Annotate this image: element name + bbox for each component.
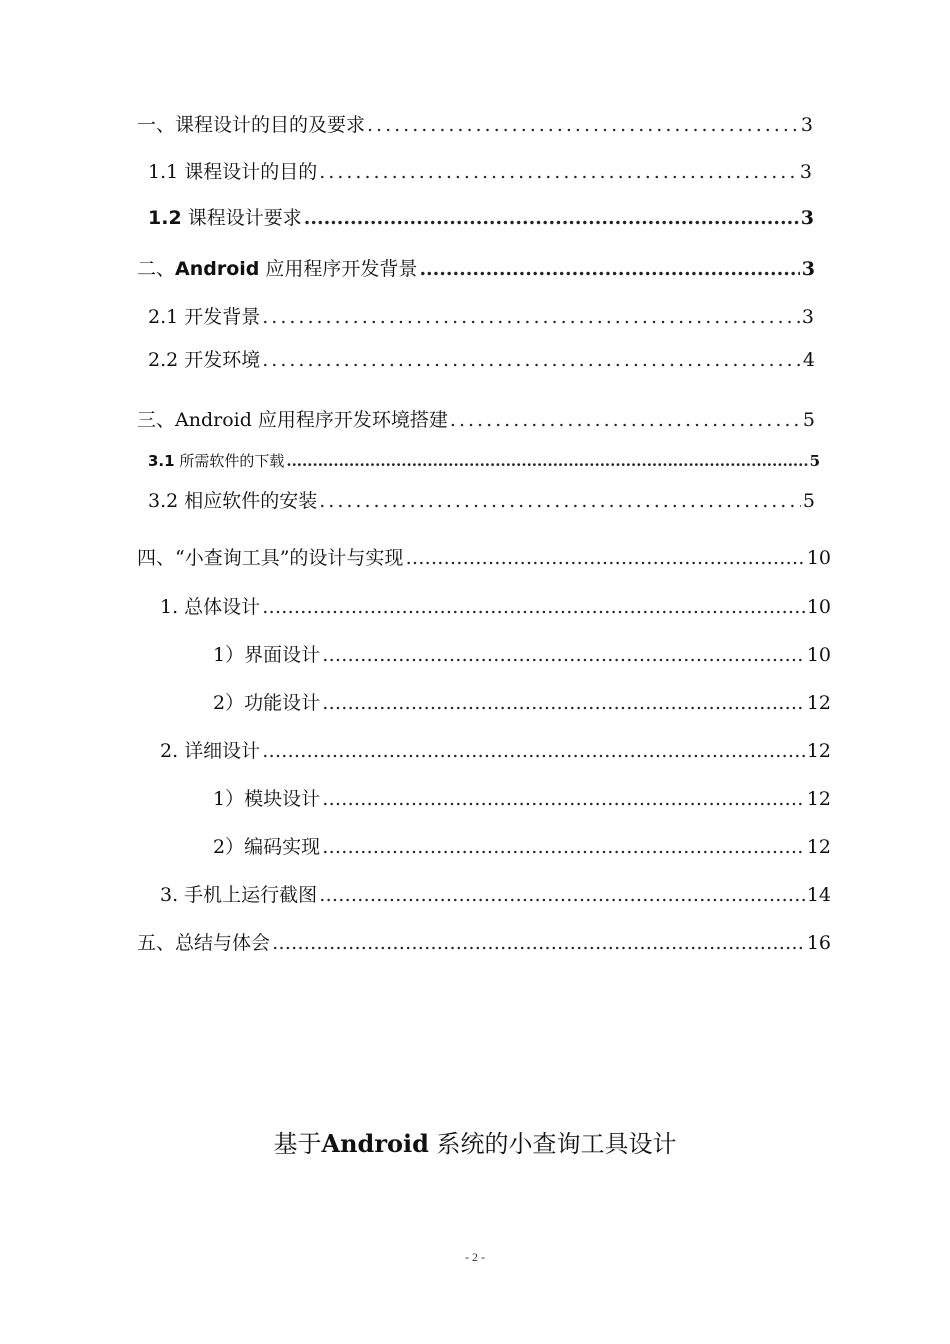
- toc-leader: [322, 832, 805, 862]
- toc-page-number: 10: [806, 547, 831, 569]
- title-prefix: 基于: [273, 1130, 322, 1158]
- toc-page-number: 12: [806, 692, 831, 714]
- toc-page-number: 12: [806, 836, 831, 858]
- toc-page-number: 3: [800, 207, 814, 229]
- toc-page-number: 16: [806, 932, 831, 954]
- toc-page-number: 12: [806, 740, 831, 762]
- toc-page-number: 4: [802, 349, 815, 371]
- toc-page-number: 3: [800, 114, 813, 136]
- toc-leader: [262, 736, 805, 766]
- toc-entry-4-2-1[interactable]: [213, 784, 831, 814]
- toc-entry-4-2[interactable]: [160, 736, 831, 766]
- toc-page-number: 5: [809, 452, 820, 470]
- toc-entry-3[interactable]: [137, 405, 815, 435]
- toc-entry-2[interactable]: [137, 254, 815, 284]
- toc-leader: [262, 592, 805, 622]
- toc-leader: [367, 110, 799, 140]
- toc-entry-label: 五、总结与体会: [137, 932, 271, 954]
- toc-page-number: 3: [801, 258, 815, 280]
- toc-leader: [450, 405, 801, 435]
- toc-entry-label: 2）编码实现: [213, 836, 321, 858]
- toc-leader: [322, 640, 805, 670]
- toc-leader: [322, 688, 805, 718]
- toc-page-number: 3: [799, 161, 812, 183]
- toc-entry-1-1[interactable]: [148, 157, 812, 187]
- toc-leader: [272, 928, 805, 958]
- document-title: [0, 1126, 950, 1162]
- toc-entry-4-1[interactable]: [160, 592, 831, 622]
- toc-entry-2-1[interactable]: [148, 302, 814, 332]
- toc-page-number: 5: [802, 490, 815, 512]
- toc-entry-text: 所需软件的下载: [174, 452, 285, 470]
- toc-entry-2-2[interactable]: [148, 345, 815, 375]
- toc-page-number: 5: [802, 409, 815, 431]
- toc-entry-label: [137, 254, 417, 284]
- toc-leader: [319, 486, 801, 516]
- toc-entry-label: 1）模块设计: [213, 788, 321, 810]
- toc-entry-text: 课程设计要求: [181, 207, 302, 229]
- toc-entry-label: 1.1 课程设计的目的: [148, 161, 318, 183]
- toc-entry-label: 四、“小查询工具”的设计与实现: [137, 547, 404, 569]
- toc-entry-label: [148, 203, 302, 233]
- title-bold: Android: [321, 1129, 429, 1158]
- toc-entry-label: 1）界面设计: [213, 644, 321, 666]
- toc-entry-number: 3.1: [148, 452, 175, 470]
- toc-leader: [322, 784, 805, 814]
- toc-entry-5[interactable]: [137, 928, 831, 958]
- toc-page-number: 10: [806, 644, 831, 666]
- toc-entry-1[interactable]: [137, 110, 813, 140]
- toc-entry-label: [148, 446, 284, 476]
- toc-entry-1-2[interactable]: [148, 203, 814, 233]
- toc-leader: [262, 302, 800, 332]
- toc-leader: [319, 880, 805, 910]
- toc-entry-prefix: 二、: [137, 258, 176, 280]
- toc-entry-label: 3.2 相应软件的安装: [148, 490, 318, 512]
- toc-entry-label: 2.2 开发环境: [148, 349, 261, 371]
- toc-leader: [319, 157, 798, 187]
- page-number-footer: - 2 -: [465, 1250, 485, 1264]
- toc-page-number: 3: [801, 306, 814, 328]
- toc-entry-number: 1.2: [148, 207, 182, 229]
- toc-leader: [405, 543, 804, 573]
- toc-leader: [286, 446, 807, 476]
- toc-entry-label: 1. 总体设计: [160, 596, 261, 618]
- toc-leader: [262, 345, 801, 375]
- toc-entry-4-1-1[interactable]: [213, 640, 831, 670]
- toc-entry-4-3[interactable]: [160, 880, 831, 910]
- toc-entry-label: 一、课程设计的目的及要求: [137, 114, 366, 136]
- toc-entry-3-1[interactable]: [148, 446, 820, 476]
- toc-page-number: 10: [806, 596, 831, 618]
- toc-entry-4[interactable]: [137, 543, 831, 573]
- toc-entry-label: 2）功能设计: [213, 692, 321, 714]
- toc-leader: [419, 254, 799, 284]
- toc-page-number: 12: [806, 788, 831, 810]
- toc-entry-3-2[interactable]: [148, 486, 815, 516]
- toc-entry-label: 3. 手机上运行截图: [160, 884, 318, 906]
- toc-entry-label: 2.1 开发背景: [148, 306, 261, 328]
- toc-entry-label: 三、Android 应用程序开发环境搭建: [137, 409, 448, 431]
- toc-entry-label: 2. 详细设计: [160, 740, 261, 762]
- toc-entry-4-1-2[interactable]: [213, 688, 831, 718]
- toc-entry-number: Android: [175, 258, 260, 280]
- toc-page-number: 14: [806, 884, 831, 906]
- toc-entry-text: 应用程序开发背景: [259, 258, 418, 280]
- toc-entry-4-2-2[interactable]: [213, 832, 831, 862]
- toc-leader: [304, 203, 799, 233]
- title-suffix: 系统的小查询工具设计: [428, 1130, 677, 1158]
